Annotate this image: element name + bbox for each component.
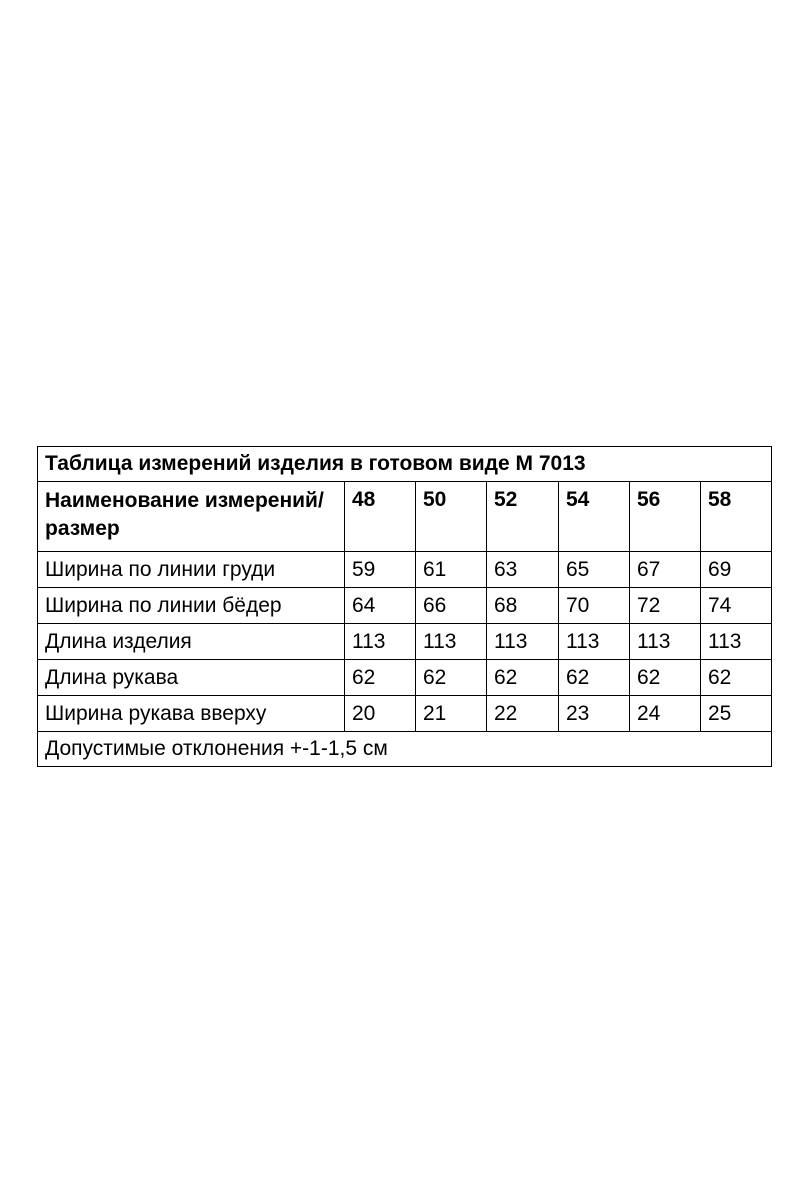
size-header: 54 (559, 482, 630, 552)
table-title: Таблица измерений изделия в готовом виде М 7013 (38, 447, 772, 482)
measurement-value: 68 (487, 588, 559, 624)
measurement-value: 64 (345, 588, 416, 624)
measurement-value: 113 (487, 624, 559, 660)
size-header: 52 (487, 482, 559, 552)
measurement-value: 113 (701, 624, 772, 660)
measurement-label: Длина изделия (38, 624, 345, 660)
measurement-value: 67 (630, 552, 701, 588)
table-row (38, 660, 772, 696)
measurement-value: 74 (701, 588, 772, 624)
measurement-value: 113 (630, 624, 701, 660)
measurement-value: 66 (416, 588, 487, 624)
measurement-value: 63 (487, 552, 559, 588)
measurement-value: 70 (559, 588, 630, 624)
measurement-value: 20 (345, 696, 416, 732)
table-header-row (38, 482, 772, 552)
table-row (38, 696, 772, 732)
measurement-label: Ширина по линии груди (38, 552, 345, 588)
measurement-value: 59 (345, 552, 416, 588)
measurement-value: 62 (487, 660, 559, 696)
measurement-value: 22 (487, 696, 559, 732)
measurement-value: 23 (559, 696, 630, 732)
tolerance-note: Допустимые отклонения +-1-1,5 см (38, 732, 772, 767)
size-header: 48 (345, 482, 416, 552)
measurement-value: 61 (416, 552, 487, 588)
table-footer-row (38, 732, 772, 767)
measurement-value: 62 (630, 660, 701, 696)
table-title-row (38, 447, 772, 482)
measurement-value: 62 (559, 660, 630, 696)
measurement-value: 113 (416, 624, 487, 660)
table-row (38, 588, 772, 624)
measurement-value: 62 (701, 660, 772, 696)
measurement-value: 62 (345, 660, 416, 696)
table-row (38, 552, 772, 588)
measurement-value: 113 (559, 624, 630, 660)
size-header: 56 (630, 482, 701, 552)
table-row (38, 624, 772, 660)
measurement-value: 65 (559, 552, 630, 588)
measurement-label: Ширина по линии бёдер (38, 588, 345, 624)
measurement-label: Ширина рукава вверху (38, 696, 345, 732)
measurement-value: 113 (345, 624, 416, 660)
measurement-value: 69 (701, 552, 772, 588)
size-table (37, 446, 772, 767)
measurement-value: 25 (701, 696, 772, 732)
size-header: 58 (701, 482, 772, 552)
measurement-label: Длина рукава (38, 660, 345, 696)
size-header: 50 (416, 482, 487, 552)
measurement-value: 62 (416, 660, 487, 696)
measurement-value: 72 (630, 588, 701, 624)
measurement-name-header: Наименование измерений/размер (38, 482, 345, 552)
measurement-value: 21 (416, 696, 487, 732)
measurement-value: 24 (630, 696, 701, 732)
